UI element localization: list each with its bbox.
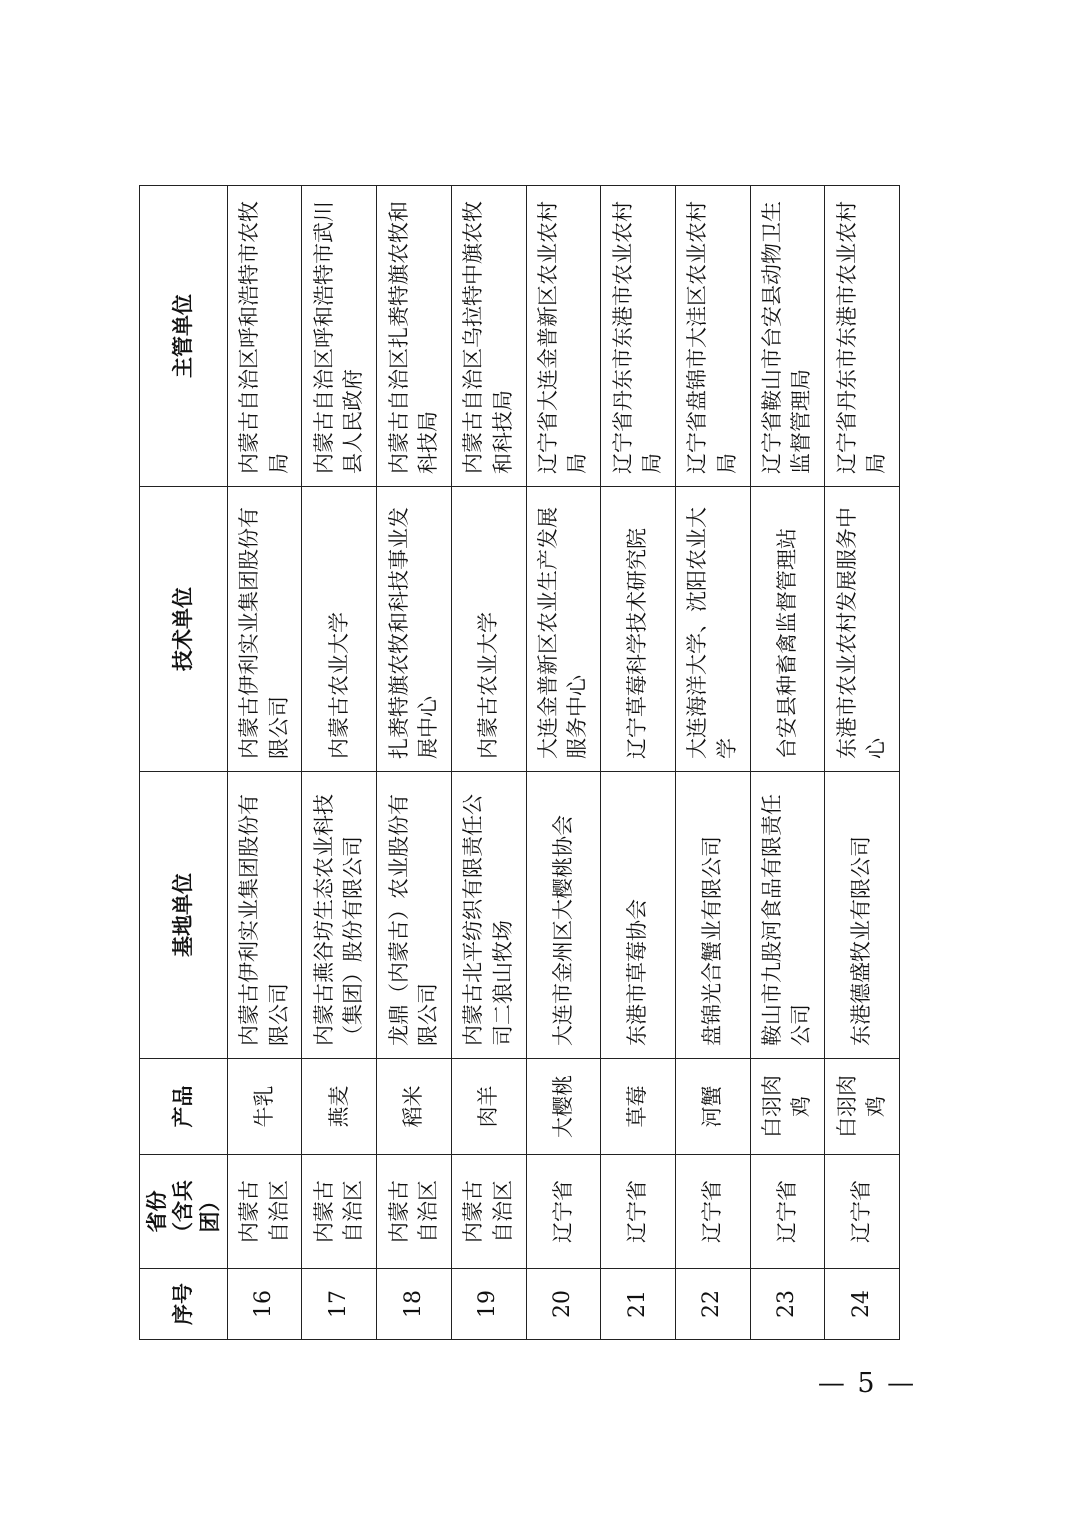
- table-row: [451, 186, 526, 1340]
- cell-base-unit: 大连市金州区大樱桃协会: [526, 772, 601, 1059]
- header-serial-number: 序号: [140, 1269, 228, 1340]
- cell-supervising-unit: 辽宁省丹东市东港市农业农村局: [601, 186, 676, 487]
- cell-supervising-unit: 辽宁省丹东市东港市农业农村局: [825, 186, 900, 487]
- header-base-unit: 基地单位: [140, 772, 228, 1059]
- cell-province: 辽宁省: [750, 1155, 825, 1269]
- cell-base-unit: 鞍山市九股河食品有限责任公司: [750, 772, 825, 1059]
- cell-product: 大樱桃: [526, 1059, 601, 1155]
- cell-serial-number: 21: [601, 1269, 676, 1340]
- cell-technical-unit: 台安县种畜禽监督管理站: [750, 487, 825, 772]
- cell-province: 辽宁省: [675, 1155, 750, 1269]
- cell-technical-unit: 内蒙古农业大学: [302, 487, 377, 772]
- header-product: 产品: [140, 1059, 228, 1155]
- cell-serial-number: 23: [750, 1269, 825, 1340]
- cell-product: 稻米: [377, 1059, 452, 1155]
- cell-base-unit: 内蒙古北平纺织有限责任公司二狼山牧场: [451, 772, 526, 1059]
- cell-base-unit: 内蒙古伊利实业集团股份有限公司: [227, 772, 302, 1059]
- cell-product: 河蟹: [675, 1059, 750, 1155]
- table-row: [750, 186, 825, 1340]
- table-row: [377, 186, 452, 1340]
- cell-technical-unit: 大连海洋大学、沈阳农业大学: [675, 487, 750, 772]
- cell-base-unit: 东港市草莓协会: [601, 772, 676, 1059]
- cell-province: 辽宁省: [825, 1155, 900, 1269]
- cell-serial-number: 19: [451, 1269, 526, 1340]
- cell-product: 肉羊: [451, 1059, 526, 1155]
- cell-base-unit: 盘锦光合蟹业有限公司: [675, 772, 750, 1059]
- cell-base-unit: 龙鼎（内蒙古）农业股份有限公司: [377, 772, 452, 1059]
- cell-supervising-unit: 辽宁省盘锦市大洼区农业农村局: [675, 186, 750, 487]
- cell-serial-number: 16: [227, 1269, 302, 1340]
- header-province: 省份 （含兵团）: [140, 1155, 228, 1269]
- cell-product: 白羽肉鸡: [825, 1059, 900, 1155]
- cell-supervising-unit: 内蒙古自治区呼和浩特市武川县人民政府: [302, 186, 377, 487]
- cell-serial-number: 22: [675, 1269, 750, 1340]
- cell-base-unit: 东港德盛牧业有限公司: [825, 772, 900, 1059]
- cell-province: 辽宁省: [526, 1155, 601, 1269]
- cell-technical-unit: 扎赉特旗农牧和科技事业发展中心: [377, 487, 452, 772]
- page-number: — 5 —: [817, 1368, 917, 1399]
- cell-technical-unit: 东港市农业农村发展服务中心: [825, 487, 900, 772]
- header-supervising-unit: 主管单位: [140, 186, 228, 487]
- cell-product: 燕麦: [302, 1059, 377, 1155]
- cell-technical-unit: 内蒙古伊利实业集团股份有限公司: [227, 487, 302, 772]
- cell-serial-number: 18: [377, 1269, 452, 1340]
- cell-supervising-unit: 内蒙古自治区呼和浩特市农牧局: [227, 186, 302, 487]
- cell-base-unit: 内蒙古燕谷坊生态农业科技（集团）股份有限公司: [302, 772, 377, 1059]
- base-list-table: [139, 185, 900, 1340]
- cell-province: 内蒙古 自治区: [377, 1155, 452, 1269]
- cell-province: 内蒙古 自治区: [227, 1155, 302, 1269]
- table-row: [302, 186, 377, 1340]
- cell-product: 草莓: [601, 1059, 676, 1155]
- table-row: [601, 186, 676, 1340]
- cell-technical-unit: 内蒙古农业大学: [451, 487, 526, 772]
- cell-product: 牛乳: [227, 1059, 302, 1155]
- cell-technical-unit: 大连金普新区农业生产发展服务中心: [526, 487, 601, 772]
- cell-serial-number: 17: [302, 1269, 377, 1340]
- table-row: [675, 186, 750, 1340]
- table-row: [825, 186, 900, 1340]
- cell-supervising-unit: 内蒙古自治区乌拉特中旗农牧和科技局: [451, 186, 526, 487]
- table-row: [526, 186, 601, 1340]
- cell-province: 内蒙古 自治区: [451, 1155, 526, 1269]
- cell-serial-number: 20: [526, 1269, 601, 1340]
- cell-supervising-unit: 内蒙古自治区扎赉特旗农牧和科技局: [377, 186, 452, 487]
- cell-technical-unit: 辽宁草莓科学技术研究院: [601, 487, 676, 772]
- cell-province: 辽宁省: [601, 1155, 676, 1269]
- cell-supervising-unit: 辽宁省鞍山市台安县动物卫生监督管理局: [750, 186, 825, 487]
- header-technical-unit: 技术单位: [140, 487, 228, 772]
- cell-product: 白羽肉鸡: [750, 1059, 825, 1155]
- table-body: [227, 186, 899, 1340]
- cell-supervising-unit: 辽宁省大连金普新区农业农村局: [526, 186, 601, 487]
- table-header-row: [140, 186, 228, 1340]
- cell-serial-number: 24: [825, 1269, 900, 1340]
- cell-province: 内蒙古 自治区: [302, 1155, 377, 1269]
- table-row: [227, 186, 302, 1340]
